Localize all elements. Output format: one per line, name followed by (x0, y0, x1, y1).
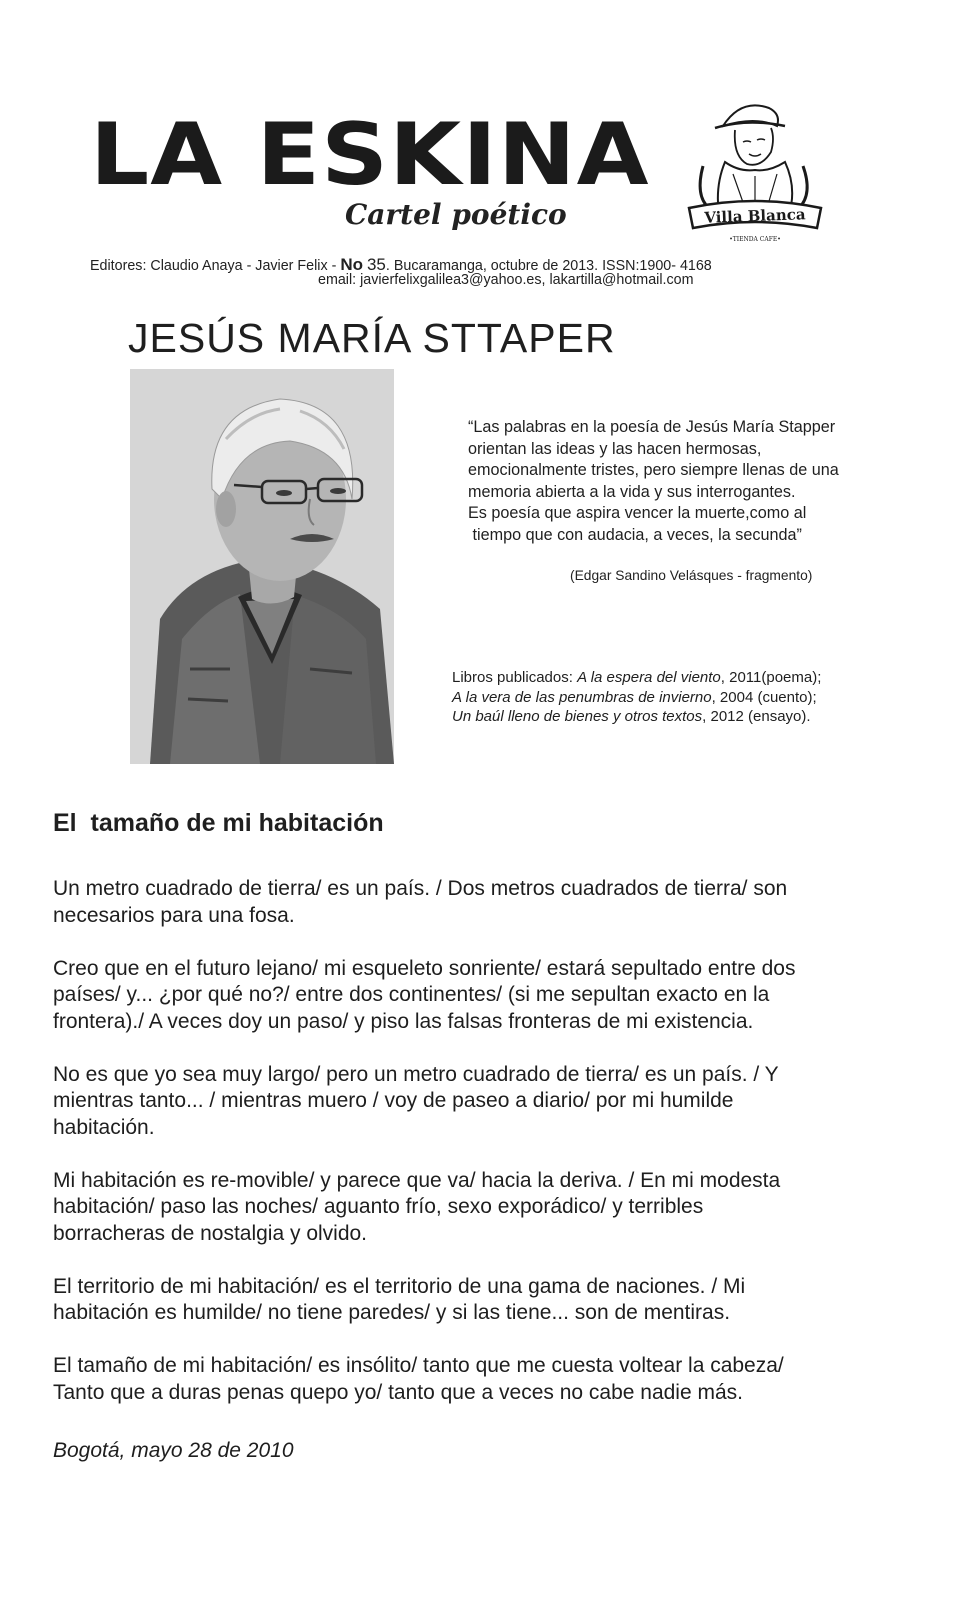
email-line: email: javierfelixgalilea3@yahoo.es, lakartilla@hotmail.com (318, 272, 694, 288)
poem-line: Tanto que a duras penas quepo yo/ tanto que a veces no cabe nadie más. (53, 1380, 743, 1404)
poem-signature: Bogotá, mayo 28 de 2010 (53, 1439, 294, 1462)
masthead-subtitle: Cartel poético (345, 198, 567, 231)
poem-stanza (53, 1168, 933, 1248)
poem-line: Un metro cuadrado de tierra/ es un país. / Dos metros cuadrados de tierra/ son (53, 877, 788, 900)
quote-line: tiempo que con audacia, a veces, la secunda” (468, 525, 802, 544)
book-title: A la espera del viento (577, 669, 721, 686)
logo-tagline: •TIENDA CAFE• (729, 236, 781, 243)
author-name: JESÚS MARÍA STTAPER (128, 315, 616, 361)
author-portrait-graphic (130, 369, 394, 764)
poem-line: Creo que en el futuro lejano/ mi esqueleto sonriente/ estará sepultado entre dos (53, 956, 796, 980)
poem-line: habitación. (53, 1115, 155, 1139)
poem-line: países/ y... ¿por qué no?/ entre dos continentes/ (si me sepultan exacto en la (53, 983, 770, 1006)
villa-blanca-logo-graphic (685, 96, 825, 246)
poem-stanza (53, 876, 933, 929)
issue-number: 35 (366, 255, 386, 274)
poem-line: mientras tanto... / mientras muero / voy de paseo a diario/ por mi humilde (53, 1089, 734, 1112)
poem-line: habitación es humilde/ no tiene paredes/ y si las tiene... son de mentiras. (53, 1301, 731, 1324)
quote-line: emocionalmente tristes, pero siempre llenas de una (468, 461, 839, 479)
poem-stanza (53, 1274, 933, 1327)
critic-quote (468, 417, 938, 546)
poem-line: No es que yo sea muy largo/ pero un metro cuadrado de tierra/ es un país. / Y (53, 1062, 779, 1086)
masthead-title: LA ESKINA (90, 105, 650, 205)
poem-line: necesarios para una fosa. (53, 903, 295, 927)
book-detail: , 2004 (cuento); (711, 688, 817, 706)
poem-line: El tamaño de mi habitación/ es insólito/ tanto que me cuesta voltear la cabeza/ (53, 1354, 784, 1377)
quote-line: memoria abierta a la vida y sus interrogantes. (468, 482, 796, 501)
quote-line: “Las palabras en la poesía de Jesús María Stapper (468, 418, 836, 436)
published-books (452, 668, 922, 727)
issue-label: No (340, 255, 363, 274)
book-item (452, 668, 922, 688)
poem-stanza (53, 956, 933, 1036)
poem-body (53, 876, 933, 1433)
editors-suffix: . Bucaramanga, octubre de 2013. ISSN:1900- 4168 (385, 258, 712, 274)
poem-line: habitación/ paso las noches/ aguanto frío, sexo exporádico/ y terribles (53, 1195, 704, 1218)
book-detail: , 2011(poema); (720, 669, 822, 686)
book-item (452, 688, 922, 708)
poem-stanza (53, 1062, 933, 1142)
poem-title: El tamaño de mi habitación (53, 809, 384, 837)
quote-line: Es poesía que aspira vencer la muerte,como al (468, 504, 807, 522)
villa-blanca-logo (685, 96, 825, 246)
book-title: A la vera de las penumbras de invierno (452, 688, 712, 706)
poem-line: borracheras de nostalgia y olvido. (53, 1221, 368, 1245)
author-portrait (130, 369, 394, 764)
quote-line: orientan las ideas y las hacen hermosas, (468, 439, 762, 458)
poem-line: El territorio de mi habitación/ es el territorio de una gama de naciones. / Mi (53, 1274, 746, 1298)
book-title: Un baúl lleno de bienes y otros textos (452, 708, 703, 725)
book-detail: , 2012 (ensayo). (702, 708, 811, 725)
quote-source: (Edgar Sandino Velásques - fragmento) (570, 568, 813, 583)
books-label: Libros publicados: (452, 669, 578, 686)
poem-line: Mi habitación es re-movible/ y parece que va/ hacia la deriva. / En mi modesta (53, 1168, 781, 1192)
logo-name: Villa Blanca (704, 205, 806, 227)
book-item (452, 707, 922, 727)
editors-prefix: Editores: Claudio Anaya - Javier Felix - (90, 258, 341, 274)
poem-line: frontera)./ A veces doy un paso/ y piso las falsas fronteras de mi existencia. (53, 1009, 754, 1033)
poem-stanza (53, 1353, 933, 1406)
